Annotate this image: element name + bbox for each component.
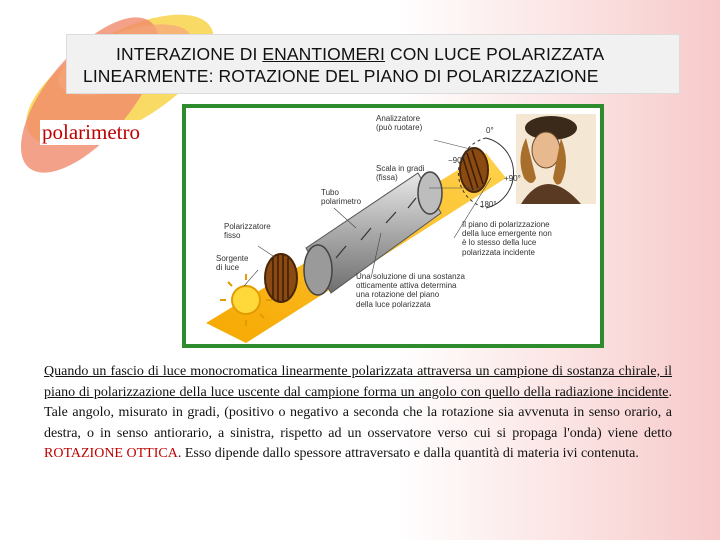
- title-part: INTERAZIONE DI: [116, 44, 263, 64]
- polarimeter-illustration: [182, 104, 604, 348]
- label-soluzione: Una soluzione di una sostanza otticamente attiva determina una rotazione del piano della luce polarizzata: [356, 272, 465, 309]
- title-box: [66, 34, 680, 94]
- underlined-definition: Quando un fascio di luce monocromatica linearmente polarizzata attraversa un campione di sostanza chirale, il piano di polarizzazione della luce uscente dal campione forma un angolo con quello della radiazione incidente: [44, 364, 672, 400]
- title-underlined-word: ENANTIOMERI: [262, 44, 386, 64]
- label-piano: Il piano di polarizzazione della luce emergente non è lo stesso della luce polarizzata incidente: [462, 220, 552, 257]
- polarimetro-label: polarimetro: [42, 120, 140, 144]
- label-analizzatore: Analizzatore (può ruotare): [376, 114, 423, 133]
- paragraph-ending: . Esso dipende dallo spessore attraversato e dalla quantità di materia ivi contenuta.: [177, 446, 639, 461]
- title-line-1: [116, 44, 604, 65]
- paragraph-continuation: . Tale angolo, misurato in gradi, (positivo o negativo a seconda che la rotazione sia avvenuta in senso orario, a destra, o in senso antiorario, a sinistra, rispetto ad un osservatore verso cui si propaga l'onda) viene detto: [44, 384, 672, 441]
- label-deg-plus-90: +90°: [504, 174, 521, 183]
- label-deg-180: 180°: [480, 200, 497, 209]
- title-part: CON LUCE POLARIZZATA: [385, 44, 605, 64]
- label-sorgente: Sorgente di luce: [216, 254, 249, 273]
- observer-portrait-icon: [516, 114, 596, 204]
- polarizer-disc: [265, 254, 297, 302]
- analyzer-disc: [460, 148, 488, 192]
- rotazione-ottica-highlight: ROTAZIONE OTTICA: [44, 446, 178, 461]
- label-scala: Scala in gradi (fissa): [376, 164, 425, 183]
- label-deg-0: 0°: [486, 126, 494, 135]
- label-deg-minus-90: −90°: [448, 156, 465, 165]
- explanation-paragraph: [44, 362, 672, 465]
- label-polarizzatore: Polarizzatore fisso: [224, 222, 271, 241]
- title-line-2: LINEARMENTE: ROTAZIONE DEL PIANO DI POLARIZZAZIONE: [83, 66, 599, 86]
- label-tubo: Tubo polarimetro: [321, 188, 362, 207]
